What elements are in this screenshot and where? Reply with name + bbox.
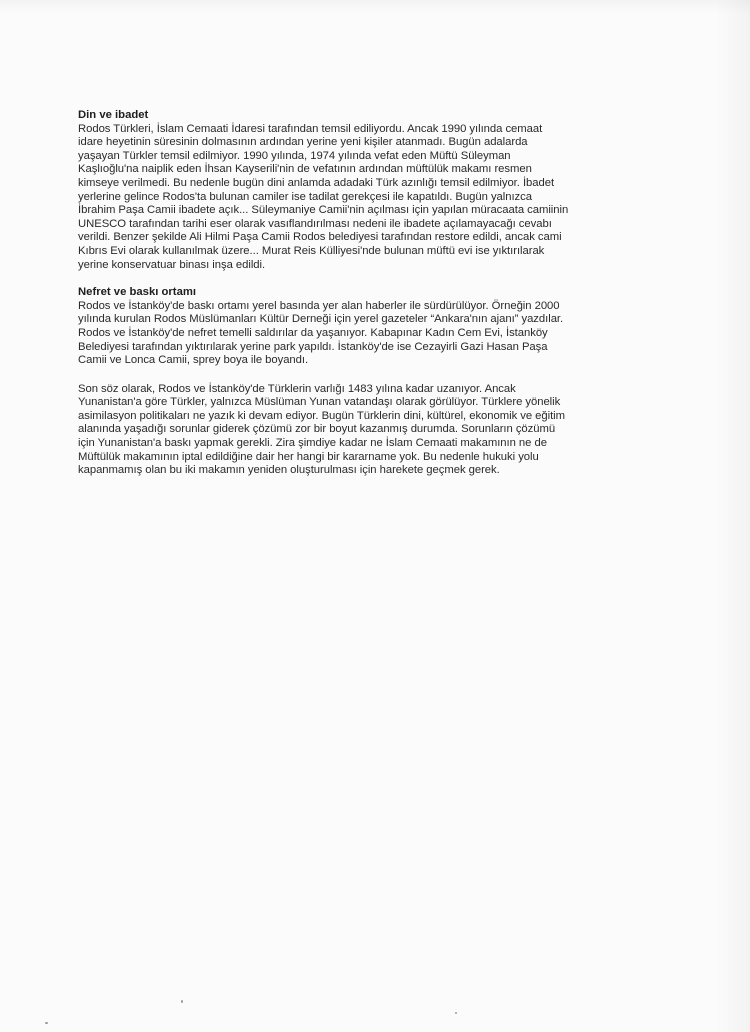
text-line: Rodos ve İstanköy'de nefret temelli saldırılar da yaşanıyor. Kabapınar Kadın Cem Evi, İstanköy <box>78 326 548 339</box>
section-conclusion <box>78 383 634 478</box>
text-line: Kıbrıs Evi olarak kullanılmak üzere... Murat Reis Külliyesi'nde bulunan müftü evi ise yıktırılarak <box>78 244 545 257</box>
text-line: Kaşlıoğlu'na naiplik eden İhsan Kayserili'nin de vefatının ardından müftülük makamı resmen <box>78 163 532 176</box>
text-line: kimseye verilmedi. Bu nedenle bugün dini anlamda adadaki Türk azınlığı temsil edilmiyor. İbadet <box>78 176 555 189</box>
page-shadow-right <box>716 0 750 1032</box>
text-line: Belediyesi tarafından yıktırılarak yerine park yapıldı. İstanköy'de ise Cezayirli Gazi Hasan Paşa <box>78 340 548 353</box>
text-line: kapanmamış olan bu iki makamın yeniden oluşturulması için harekete geçmek gerek. <box>78 464 500 477</box>
text-line: Son söz olarak, Rodos ve İstanköy'de Türklerin varlığı 1483 yılına kadar uzanıyor. Ancak <box>78 382 516 395</box>
text-line: UNESCO tarafından tarihi eser olarak vasıflandırılması nedeni ile ibadete açılamayacağı cevabı <box>78 217 552 230</box>
section-nefret-ve-baski-ortami <box>78 286 634 368</box>
paragraph-conclusion <box>78 383 634 478</box>
section-title-din-ve-ibadet: Din ve ibadet <box>78 109 149 121</box>
text-line: Rodos Türkleri, İslam Cemaati İdaresi tarafından temsil ediliyordu. Ancak 1990 yılında cemaat <box>78 122 543 135</box>
text-line: idare heyetinin süresinin dolmasının ardından yerine yeni kişiler atanmadı. Bugün adalarda <box>78 136 528 149</box>
text-line: yılında kurulan Rodos Müslümanları Kültür Derneği için yerel gazeteler “Ankara'nın ajanı” yazdılar. <box>78 313 564 326</box>
text-line: verildi. Benzer şekilde Ali Hilmi Paşa Camii Rodos belediyesi tarafından restore edildi, ancak cami <box>78 231 562 244</box>
text-line: için Yunanistan'a baskı yapmak gerekli. Zira şimdiye kadar ne İslam Cemaati makamının ne de <box>78 437 547 450</box>
scan-speck <box>181 1000 183 1003</box>
text-line: Müftülük makamının iptal edildiğine dair her hangi bir kararname yok. Bu nedenle hukuki yolu <box>78 450 539 463</box>
section-din-ve-ibadet <box>78 109 634 272</box>
paragraph-nefret-ve-baski-ortami <box>78 300 634 368</box>
text-line: İbrahim Paşa Camii ibadete açık... Süleymaniye Camii'nin açılması için yapılan müracaata camiinin <box>78 204 569 217</box>
scan-speck <box>45 1022 48 1024</box>
section-spacer <box>78 272 634 286</box>
section-title-nefret-ve-baski-ortami: Nefret ve baskı ortamı <box>78 286 197 299</box>
text-line: yerlerine gelince Rodos'ta bulunan camiler ise tadilat gerekçesi ile kapatıldı. Bugün yalnızca <box>78 190 532 203</box>
paragraph-din-ve-ibadet <box>78 123 634 273</box>
text-line: yaşayan Türkler temsil edilmiyor. 1990 yılında, 1974 yılında vefat eden Müftü Süleyman <box>78 149 511 162</box>
text-line: alanında yaşadığı sorunlar giderek çözümü zor bir boyut kazanmış durumda. Sorunların çözümü <box>78 423 556 436</box>
scan-speck <box>455 1012 457 1014</box>
text-line: asimilasyon politikaları ne yazık ki devam ediyor. Bugün Türklerin dini, kültürel, ekonomik ve eğitim <box>78 409 566 422</box>
text-line: Rodos ve İstanköy'de baskı ortamı yerel basında yer alan haberler ile sürdürülüyor. Örneğin 2000 <box>78 299 560 312</box>
text-line: Yunanistan'a göre Türkler, yalnızca Müslüman Yunan vatandaşı olarak görülüyor. Türklere yönelik <box>78 396 561 409</box>
page-shadow-top <box>0 0 750 14</box>
text-line: Camii ve Lonca Camii, sprey boya ile boyandı. <box>78 354 309 367</box>
section-spacer <box>78 368 634 383</box>
text-line: yerine konservatuar binası inşa edildi. <box>78 258 266 271</box>
document-body <box>78 109 634 478</box>
